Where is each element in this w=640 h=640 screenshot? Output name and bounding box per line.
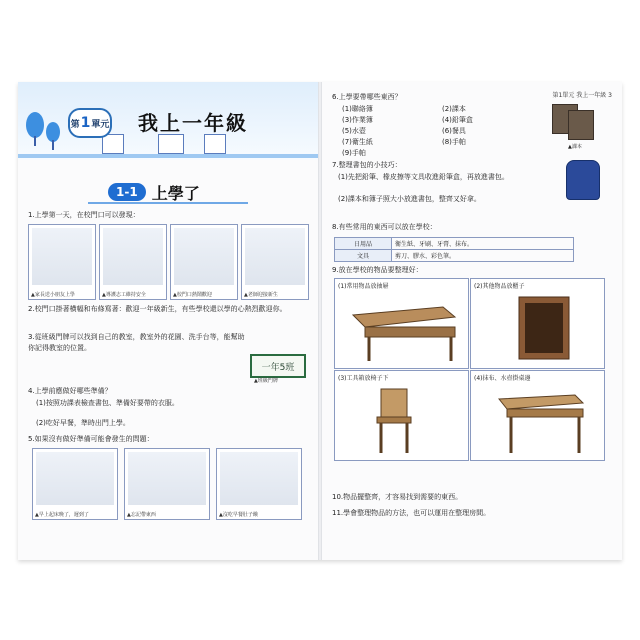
running-header: 第1單元 我上一年級 3 [552,92,612,99]
paragraph-5: 5.如果沒有做好準備可能會發生的問題： [28,435,154,443]
paragraph-4b: (2)吃好早餐，準時出門上學。 [36,419,130,427]
photo-caption: ▲家長送小朋友上學 [31,292,75,298]
question-7a: (1)先把鉛筆、橡皮擦等文具收進鉛筆盒，再放進書包。 [338,173,509,181]
unit-title: 我上一年級 [138,111,248,135]
right-page [322,82,622,560]
question-6: 6.上學要帶哪些東西？ [332,93,402,101]
list-item: (9)手帕 [342,149,366,157]
cell-label: (1)常用物品放抽屜 [338,283,389,290]
tree-trunk [52,140,54,150]
grid-cell-desk [334,278,469,369]
table-header-cell: 日用品 [335,238,392,250]
lesson-underline [88,202,248,204]
photo-panel [216,448,302,520]
lesson-number: 1-1 [108,183,146,201]
tree-trunk [34,136,36,146]
list-item: (6)餐具 [442,127,466,135]
left-page [18,82,318,560]
photo-panel [124,448,210,520]
paragraph-4a: (1)按照功課表檢查書包、準備好要帶的衣服。 [36,399,179,407]
paragraph-1: 1.上學第一天，在校門口可以發現： [28,211,140,219]
ground-line [18,154,318,158]
house-icon [102,134,124,154]
list-item: (1)聯絡簿 [342,105,373,113]
statement-10: 10.物品擺整齊，才容易找到需要的東西。 [332,493,463,501]
class-sign: 一年5班 [250,354,306,378]
list-item: (2)課本 [442,105,466,113]
photo-panel [241,224,309,300]
cell-label: (2)其他物品放櫃子 [474,283,525,290]
list-item: (7)衛生紙 [342,138,373,146]
list-item: (8)手帕 [442,138,466,146]
unit-badge-pre: 第 [70,119,80,130]
list-item: (4)鉛筆盒 [442,116,473,124]
photo-row-2 [32,448,302,520]
photo-caption: ▲早上起床晚了，遲到了 [35,512,89,518]
photo-panel [28,224,96,300]
unit-badge-post: 單元 [91,119,110,130]
table-row [335,250,574,262]
table-cell: 剪刀、膠水、彩色筆。 [392,250,574,262]
unit-number: 1 [80,115,91,131]
list-item: (3)作業簿 [342,116,373,124]
question-7: 7.整理書包的小技巧： [332,161,402,169]
desk-side-illustration [479,385,596,454]
photo-row-1 [28,224,309,300]
grid-cell-chair [334,370,469,461]
list-item: (5)水壺 [342,127,366,135]
items-table [334,237,574,262]
organizing-grid [334,278,604,458]
photo-panel [32,448,118,520]
paragraph-2: 2.校門口掛著横幅和布條寫著：歡迎一年級新生，有些學校還以學的心熱烈歡迎你。 [28,305,287,313]
question-8: 8.有些常用的東西可以放在學校： [332,223,437,231]
question-7b: (2)課本和簿子照大小放進書包，整齊又好拿。 [338,195,481,203]
paragraph-4: 4.上學前應做好哪些準備？ [28,387,112,395]
grid-cell-desk-side [470,370,605,461]
book-spread [18,82,622,560]
lesson-heading [108,182,200,202]
photo-caption: ▲導護志工維持安全 [102,292,146,298]
photo-caption: ▲老師迎接新生 [244,292,278,298]
unit-badge [68,108,112,138]
cell-label: (4)抹布、水壺掛桌邊 [474,375,531,382]
class-sign-caption: ▲班級門牌 [254,378,278,384]
photo-caption: ▲校門口熱鬧歡迎 [173,292,212,298]
table-cell: 衛生紙、牙刷、牙膏、抹布。 [392,238,574,250]
book-icon [568,110,594,140]
cabinet-illustration [479,293,596,362]
grid-cell-cabinet [470,278,605,369]
textbook-image [552,104,596,140]
photo-caption: ▲忘記帶東西 [127,512,156,518]
cell-label: (3)工具箱放椅子下 [338,375,389,382]
house-icon [204,134,226,154]
table-row [335,238,574,250]
tree-icon [46,122,60,142]
house-icon [158,134,184,154]
item-list [342,104,542,159]
photo-caption: ▲沒吃早餐肚子餓 [219,512,258,518]
paragraph-3: 3.從班級門牌可以找到自己的教室，教室外的花園、洗手台等，能幫助你記得教室的位置。 [28,333,245,352]
question-9: 9.放在學校的物品要整理好： [332,266,423,274]
backpack-icon [566,160,600,200]
lesson-title: 上學了 [151,183,200,203]
tree-icon [26,112,44,138]
statement-11: 11.學會整理物品的方法，也可以運用在整理房間。 [332,509,491,517]
chair-illustration [343,385,460,454]
photo-panel [99,224,167,300]
photo-panel [170,224,238,300]
books-caption: ▲課本 [568,144,582,150]
desk-illustration [343,293,460,362]
table-header-cell: 文具 [335,250,392,262]
